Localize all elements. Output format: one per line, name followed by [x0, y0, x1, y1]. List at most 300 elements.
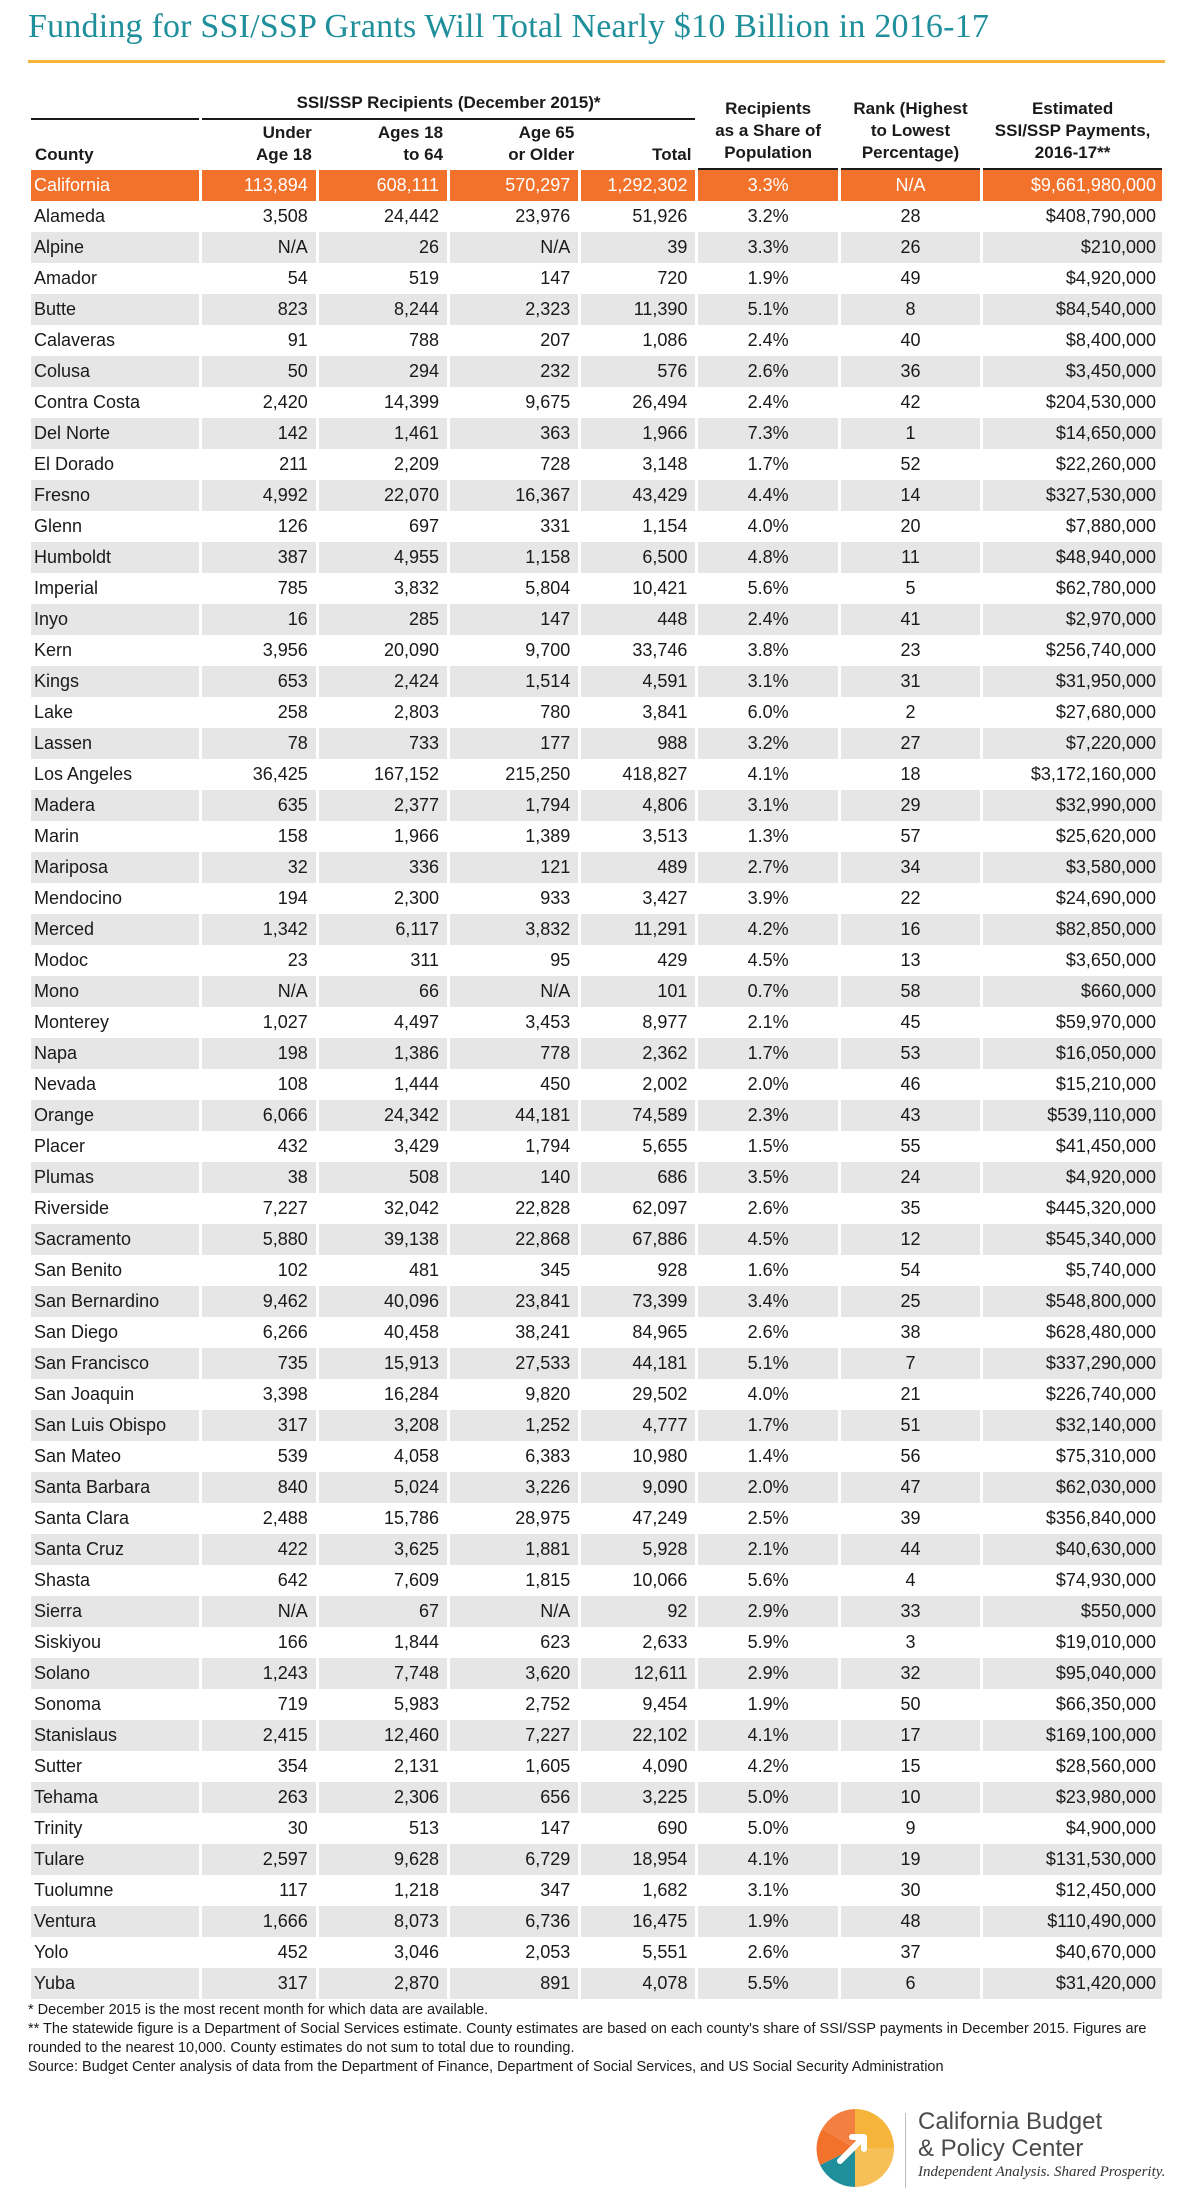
- rank-cell: 47: [841, 1472, 980, 1503]
- age-65-cell: 656: [450, 1782, 578, 1813]
- age-65-cell: 450: [450, 1069, 578, 1100]
- payments-cell: $3,172,160,000: [983, 759, 1162, 790]
- share-cell: 4.5%: [698, 945, 837, 976]
- table-row: [31, 573, 1162, 604]
- total-cell: 33,746: [581, 635, 695, 666]
- under-18-cell: 108: [202, 1069, 316, 1100]
- under-18-cell: 2,597: [202, 1844, 316, 1875]
- age-65-cell: 1,605: [450, 1751, 578, 1782]
- age-65-cell: 728: [450, 449, 578, 480]
- total-cell: 4,591: [581, 666, 695, 697]
- under-18-cell: 452: [202, 1937, 316, 1968]
- ages-18-64-cell: 2,870: [319, 1968, 447, 1999]
- total-cell: 73,399: [581, 1286, 695, 1317]
- table-row: [31, 1286, 1162, 1317]
- under-18-cell: 6,266: [202, 1317, 316, 1348]
- total-cell: 26,494: [581, 387, 695, 418]
- payments-cell: $27,680,000: [983, 697, 1162, 728]
- under-18-cell: 432: [202, 1131, 316, 1162]
- age-65-cell: 38,241: [450, 1317, 578, 1348]
- total-cell: 429: [581, 945, 695, 976]
- table-row: [31, 1348, 1162, 1379]
- age-65-cell: 22,868: [450, 1224, 578, 1255]
- share-cell: 0.7%: [698, 976, 837, 1007]
- table-row: [31, 914, 1162, 945]
- age-65-cell: 9,700: [450, 635, 578, 666]
- table-row: [31, 1224, 1162, 1255]
- payments-cell: $74,930,000: [983, 1565, 1162, 1596]
- total-cell: 43,429: [581, 480, 695, 511]
- ssi-ssp-table: [28, 92, 1165, 1999]
- share-cell: 4.0%: [698, 511, 837, 542]
- rank-cell: 43: [841, 1100, 980, 1131]
- county-cell: Stanislaus: [31, 1720, 199, 1751]
- total-cell: 5,655: [581, 1131, 695, 1162]
- payments-cell: $62,030,000: [983, 1472, 1162, 1503]
- ages-18-64-cell: 40,458: [319, 1317, 447, 1348]
- ages-18-64-cell: 32,042: [319, 1193, 447, 1224]
- total-cell: 3,225: [581, 1782, 695, 1813]
- age-65-cell: 147: [450, 604, 578, 635]
- age-65-cell: 6,729: [450, 1844, 578, 1875]
- age-65-cell: 2,053: [450, 1937, 578, 1968]
- total-cell: 690: [581, 1813, 695, 1844]
- rank-cell: 55: [841, 1131, 980, 1162]
- total-cell: 11,390: [581, 294, 695, 325]
- total-cell: 10,066: [581, 1565, 695, 1596]
- total-cell: 3,841: [581, 697, 695, 728]
- under-18-cell: 16: [202, 604, 316, 635]
- county-cell: Orange: [31, 1100, 199, 1131]
- under-18-cell: 354: [202, 1751, 316, 1782]
- rank-cell: 14: [841, 480, 980, 511]
- share-cell: 1.9%: [698, 1689, 837, 1720]
- rank-cell: 28: [841, 201, 980, 232]
- share-cell: 4.1%: [698, 1844, 837, 1875]
- payments-cell: $75,310,000: [983, 1441, 1162, 1472]
- ages-18-64-cell: 3,832: [319, 573, 447, 604]
- county-cell: Nevada: [31, 1069, 199, 1100]
- ages-18-64-cell: 8,073: [319, 1906, 447, 1937]
- payments-cell: $5,740,000: [983, 1255, 1162, 1286]
- ages-18-64-cell: 40,096: [319, 1286, 447, 1317]
- ages-18-64-cell: 67: [319, 1596, 447, 1627]
- total-cell: 2,633: [581, 1627, 695, 1658]
- table-row: [31, 1472, 1162, 1503]
- rank-cell: 16: [841, 914, 980, 945]
- table-row: [31, 1627, 1162, 1658]
- total-cell: 576: [581, 356, 695, 387]
- table-row: [31, 1565, 1162, 1596]
- county-cell: Shasta: [31, 1565, 199, 1596]
- rank-cell: 32: [841, 1658, 980, 1689]
- county-cell: San Bernardino: [31, 1286, 199, 1317]
- rank-cell: 9: [841, 1813, 980, 1844]
- ages-18-64-cell: 4,497: [319, 1007, 447, 1038]
- rank-cell: 42: [841, 387, 980, 418]
- county-cell: Butte: [31, 294, 199, 325]
- share-cell: 2.5%: [698, 1503, 837, 1534]
- under-18-cell: 4,992: [202, 480, 316, 511]
- footnote-1: * December 2015 is the most recent month for which data are available.: [28, 2002, 489, 2018]
- payments-cell: $226,740,000: [983, 1379, 1162, 1410]
- county-cell: Lake: [31, 697, 199, 728]
- share-cell: 2.9%: [698, 1596, 837, 1627]
- age-65-cell: 1,514: [450, 666, 578, 697]
- table-row: [31, 1038, 1162, 1069]
- rank-cell: 38: [841, 1317, 980, 1348]
- rank-cell: 25: [841, 1286, 980, 1317]
- under-18-cell: 2,488: [202, 1503, 316, 1534]
- county-cell: Solano: [31, 1658, 199, 1689]
- age-65-cell: 778: [450, 1038, 578, 1069]
- county-cell: Sacramento: [31, 1224, 199, 1255]
- ages-18-64-cell: 481: [319, 1255, 447, 1286]
- share-cell: 1.7%: [698, 1038, 837, 1069]
- rank-cell: 1: [841, 418, 980, 449]
- total-cell: 74,589: [581, 1100, 695, 1131]
- under-18-cell: N/A: [202, 1596, 316, 1627]
- table-row: [31, 1317, 1162, 1348]
- county-cell: San Joaquin: [31, 1379, 199, 1410]
- payments-cell: $356,840,000: [983, 1503, 1162, 1534]
- ages-18-64-cell: 24,342: [319, 1100, 447, 1131]
- county-cell: Sonoma: [31, 1689, 199, 1720]
- share-cell: 3.2%: [698, 728, 837, 759]
- share-cell: 3.5%: [698, 1162, 837, 1193]
- share-header: Recipients as a Share of Population: [698, 92, 837, 170]
- ages-18-64-cell: 6,117: [319, 914, 447, 945]
- under-18-cell: 142: [202, 418, 316, 449]
- ages-18-64-cell: 7,748: [319, 1658, 447, 1689]
- payments-cell: $9,661,980,000: [983, 170, 1162, 201]
- county-cell: Glenn: [31, 511, 199, 542]
- rank-cell: 10: [841, 1782, 980, 1813]
- total-cell: 988: [581, 728, 695, 759]
- share-cell: 5.5%: [698, 1968, 837, 1999]
- county-cell: Sutter: [31, 1751, 199, 1782]
- share-cell: 2.6%: [698, 356, 837, 387]
- ages-18-64-cell: 66: [319, 976, 447, 1007]
- age-65-cell: 933: [450, 883, 578, 914]
- total-cell: 720: [581, 263, 695, 294]
- under-18-cell: 2,420: [202, 387, 316, 418]
- payments-cell: $25,620,000: [983, 821, 1162, 852]
- rank-cell: 19: [841, 1844, 980, 1875]
- table-row: [31, 356, 1162, 387]
- ages-18-64-cell: 697: [319, 511, 447, 542]
- county-cell: Siskiyou: [31, 1627, 199, 1658]
- table-row: [31, 1100, 1162, 1131]
- share-cell: 3.1%: [698, 1875, 837, 1906]
- share-cell: 5.1%: [698, 294, 837, 325]
- county-cell: Marin: [31, 821, 199, 852]
- age-65-cell: 9,820: [450, 1379, 578, 1410]
- payments-cell: $327,530,000: [983, 480, 1162, 511]
- table-row: [31, 1844, 1162, 1875]
- age-65-cell: 2,752: [450, 1689, 578, 1720]
- ssi-ssp-table-container: [28, 92, 1165, 1999]
- ages-18-64-cell: 3,046: [319, 1937, 447, 1968]
- county-cell: Kings: [31, 666, 199, 697]
- table-row: [31, 232, 1162, 263]
- share-cell: 4.1%: [698, 759, 837, 790]
- share-cell: 2.3%: [698, 1100, 837, 1131]
- payments-cell: $4,900,000: [983, 1813, 1162, 1844]
- payments-cell: $19,010,000: [983, 1627, 1162, 1658]
- ages-18-64-cell: 5,024: [319, 1472, 447, 1503]
- age-65-cell: 16,367: [450, 480, 578, 511]
- age-65-cell: 3,832: [450, 914, 578, 945]
- under-18-cell: N/A: [202, 976, 316, 1007]
- under-18-cell: 7,227: [202, 1193, 316, 1224]
- payments-cell: $82,850,000: [983, 914, 1162, 945]
- under-18-cell: 735: [202, 1348, 316, 1379]
- county-cell: Del Norte: [31, 418, 199, 449]
- total-cell: 84,965: [581, 1317, 695, 1348]
- ages-18-64-cell: 3,208: [319, 1410, 447, 1441]
- table-row: [31, 542, 1162, 573]
- share-cell: 4.8%: [698, 542, 837, 573]
- share-cell: 1.9%: [698, 1906, 837, 1937]
- ages-18-64-cell: 2,300: [319, 883, 447, 914]
- age-65-cell: 177: [450, 728, 578, 759]
- rank-cell: 20: [841, 511, 980, 542]
- ages-18-64-cell: 8,244: [319, 294, 447, 325]
- payments-cell: $95,040,000: [983, 1658, 1162, 1689]
- under-18-cell: 1,027: [202, 1007, 316, 1038]
- county-cell: Humboldt: [31, 542, 199, 573]
- table-row: [31, 449, 1162, 480]
- under-18-cell: 211: [202, 449, 316, 480]
- ages-18-64-cell: 15,913: [319, 1348, 447, 1379]
- share-cell: 2.4%: [698, 604, 837, 635]
- rank-cell: 35: [841, 1193, 980, 1224]
- age-65-cell: 207: [450, 325, 578, 356]
- total-cell: 29,502: [581, 1379, 695, 1410]
- rank-cell: 45: [841, 1007, 980, 1038]
- county-cell: San Mateo: [31, 1441, 199, 1472]
- age-65-cell: 7,227: [450, 1720, 578, 1751]
- county-cell: Lassen: [31, 728, 199, 759]
- table-row: [31, 387, 1162, 418]
- table-row: [31, 790, 1162, 821]
- county-cell: Plumas: [31, 1162, 199, 1193]
- age-65-cell: 140: [450, 1162, 578, 1193]
- rank-cell: 44: [841, 1534, 980, 1565]
- rank-cell: 50: [841, 1689, 980, 1720]
- county-cell: Santa Clara: [31, 1503, 199, 1534]
- table-row: [31, 1689, 1162, 1720]
- total-cell: 1,086: [581, 325, 695, 356]
- age-65-cell: 1,794: [450, 790, 578, 821]
- under-18-cell: 1,342: [202, 914, 316, 945]
- total-cell: 3,148: [581, 449, 695, 480]
- rank-cell: 49: [841, 263, 980, 294]
- county-cell: Los Angeles: [31, 759, 199, 790]
- ages-18-64-cell: 5,983: [319, 1689, 447, 1720]
- under-18-cell: 785: [202, 573, 316, 604]
- ages-18-64-cell: 733: [319, 728, 447, 759]
- ages-18-64-cell: 2,803: [319, 697, 447, 728]
- share-cell: 4.5%: [698, 1224, 837, 1255]
- county-cell: Tehama: [31, 1782, 199, 1813]
- share-cell: 1.3%: [698, 821, 837, 852]
- under-18-header: Under Age 18: [256, 123, 312, 164]
- under-18-cell: 166: [202, 1627, 316, 1658]
- ages-18-64-cell: 294: [319, 356, 447, 387]
- ages-18-64-cell: 608,111: [319, 170, 447, 201]
- age-65-cell: 1,794: [450, 1131, 578, 1162]
- rank-cell: 22: [841, 883, 980, 914]
- share-cell: 5.6%: [698, 573, 837, 604]
- share-cell: 2.6%: [698, 1193, 837, 1224]
- payments-cell: $110,490,000: [983, 1906, 1162, 1937]
- payments-cell: $41,450,000: [983, 1131, 1162, 1162]
- share-cell: 1.9%: [698, 263, 837, 294]
- total-cell: 47,249: [581, 1503, 695, 1534]
- payments-cell: $7,880,000: [983, 511, 1162, 542]
- total-cell: 928: [581, 1255, 695, 1286]
- rank-cell: 48: [841, 1906, 980, 1937]
- share-cell: 4.0%: [698, 1379, 837, 1410]
- table-row: [31, 1503, 1162, 1534]
- ages-18-64-cell: 20,090: [319, 635, 447, 666]
- ages-18-64-cell: 1,386: [319, 1038, 447, 1069]
- rank-cell: 13: [841, 945, 980, 976]
- under-18-cell: 198: [202, 1038, 316, 1069]
- payments-cell: $2,970,000: [983, 604, 1162, 635]
- ages-18-64-cell: 2,424: [319, 666, 447, 697]
- age-65-cell: 44,181: [450, 1100, 578, 1131]
- ages-18-64-cell: 22,070: [319, 480, 447, 511]
- total-cell: 44,181: [581, 1348, 695, 1379]
- ages-18-64-cell: 2,377: [319, 790, 447, 821]
- under-18-cell: 3,398: [202, 1379, 316, 1410]
- table-row: [31, 1906, 1162, 1937]
- table-row: [31, 480, 1162, 511]
- age-65-cell: 891: [450, 1968, 578, 1999]
- county-cell: Napa: [31, 1038, 199, 1069]
- county-cell: Mono: [31, 976, 199, 1007]
- under-18-cell: 54: [202, 263, 316, 294]
- rank-header: Rank (Highest to Lowest Percentage): [841, 92, 980, 170]
- total-cell: 1,966: [581, 418, 695, 449]
- total-cell: 4,777: [581, 1410, 695, 1441]
- table-row: [31, 1410, 1162, 1441]
- total-cell: 16,475: [581, 1906, 695, 1937]
- age-65-cell: 6,736: [450, 1906, 578, 1937]
- county-cell: Mariposa: [31, 852, 199, 883]
- ages-18-64-cell: 519: [319, 263, 447, 294]
- age-65-cell: 232: [450, 356, 578, 387]
- county-cell: San Diego: [31, 1317, 199, 1348]
- under-18-cell: 1,666: [202, 1906, 316, 1937]
- rank-cell: 8: [841, 294, 980, 325]
- ages-18-64-cell: 1,218: [319, 1875, 447, 1906]
- share-cell: 3.8%: [698, 635, 837, 666]
- payments-cell: $8,400,000: [983, 325, 1162, 356]
- age-65-cell: 331: [450, 511, 578, 542]
- age-65-cell: 1,881: [450, 1534, 578, 1565]
- payments-cell: $15,210,000: [983, 1069, 1162, 1100]
- recipients-group-header: SSI/SSP Recipients (December 2015)*: [202, 92, 696, 120]
- total-cell: 4,078: [581, 1968, 695, 1999]
- rank-cell: 29: [841, 790, 980, 821]
- age-65-cell: 22,828: [450, 1193, 578, 1224]
- county-cell: Sierra: [31, 1596, 199, 1627]
- under-18-cell: 6,066: [202, 1100, 316, 1131]
- brand-name-line-2: & Policy Center: [918, 2135, 1084, 2162]
- ages-18-64-cell: 1,844: [319, 1627, 447, 1658]
- ages-18-64-cell: 1,461: [319, 418, 447, 449]
- payments-cell: $31,950,000: [983, 666, 1162, 697]
- rank-cell: 39: [841, 1503, 980, 1534]
- ages-18-64-cell: 14,399: [319, 387, 447, 418]
- statewide-row: [31, 170, 1162, 201]
- table-row: [31, 852, 1162, 883]
- total-cell: 10,421: [581, 573, 695, 604]
- county-cell: Ventura: [31, 1906, 199, 1937]
- total-cell: 5,551: [581, 1937, 695, 1968]
- table-row: [31, 1534, 1162, 1565]
- county-cell: Placer: [31, 1131, 199, 1162]
- table-row: [31, 697, 1162, 728]
- rank-cell: 33: [841, 1596, 980, 1627]
- payments-cell: $4,920,000: [983, 263, 1162, 294]
- total-cell: 51,926: [581, 201, 695, 232]
- ages-18-64-cell: 7,609: [319, 1565, 447, 1596]
- ages-18-64-cell: 311: [319, 945, 447, 976]
- age-65-cell: 215,250: [450, 759, 578, 790]
- age-65-cell: 1,158: [450, 542, 578, 573]
- ages-18-64-cell: 16,284: [319, 1379, 447, 1410]
- ages-18-64-cell: 3,625: [319, 1534, 447, 1565]
- county-cell: Calaveras: [31, 325, 199, 356]
- county-cell: Yuba: [31, 1968, 199, 1999]
- age-65-cell: 363: [450, 418, 578, 449]
- under-18-cell: 823: [202, 294, 316, 325]
- total-cell: 418,827: [581, 759, 695, 790]
- ages-18-64-cell: 15,786: [319, 1503, 447, 1534]
- under-18-cell: 3,956: [202, 635, 316, 666]
- table-row: [31, 635, 1162, 666]
- age-65-cell: 5,804: [450, 573, 578, 604]
- total-cell: 39: [581, 232, 695, 263]
- ages-18-64-cell: 39,138: [319, 1224, 447, 1255]
- payments-cell: $4,920,000: [983, 1162, 1162, 1193]
- rank-cell: 23: [841, 635, 980, 666]
- rank-cell: N/A: [841, 170, 980, 201]
- age-65-cell: 27,533: [450, 1348, 578, 1379]
- ages-18-64-cell: 4,058: [319, 1441, 447, 1472]
- under-18-cell: 642: [202, 1565, 316, 1596]
- under-18-cell: 719: [202, 1689, 316, 1720]
- under-18-cell: 653: [202, 666, 316, 697]
- table-row: [31, 201, 1162, 232]
- age-65-cell: N/A: [450, 1596, 578, 1627]
- ages-18-64-cell: 513: [319, 1813, 447, 1844]
- footnote-2: ** The statewide figure is a Department of Social Services estimate. County estimates are based on each county's share of SSI/SSP payments in December 2015. Figures are rounded to the nearest 10,000. County estimates do not sum to total due to rounding.: [28, 2021, 1147, 2056]
- rank-cell: 15: [841, 1751, 980, 1782]
- table-row: [31, 883, 1162, 914]
- rank-cell: 21: [841, 1379, 980, 1410]
- ages-18-64-cell: 336: [319, 852, 447, 883]
- rank-cell: 3: [841, 1627, 980, 1658]
- brand-name-line-1: California Budget: [918, 2108, 1103, 2135]
- county-cell: Modoc: [31, 945, 199, 976]
- county-cell: San Francisco: [31, 1348, 199, 1379]
